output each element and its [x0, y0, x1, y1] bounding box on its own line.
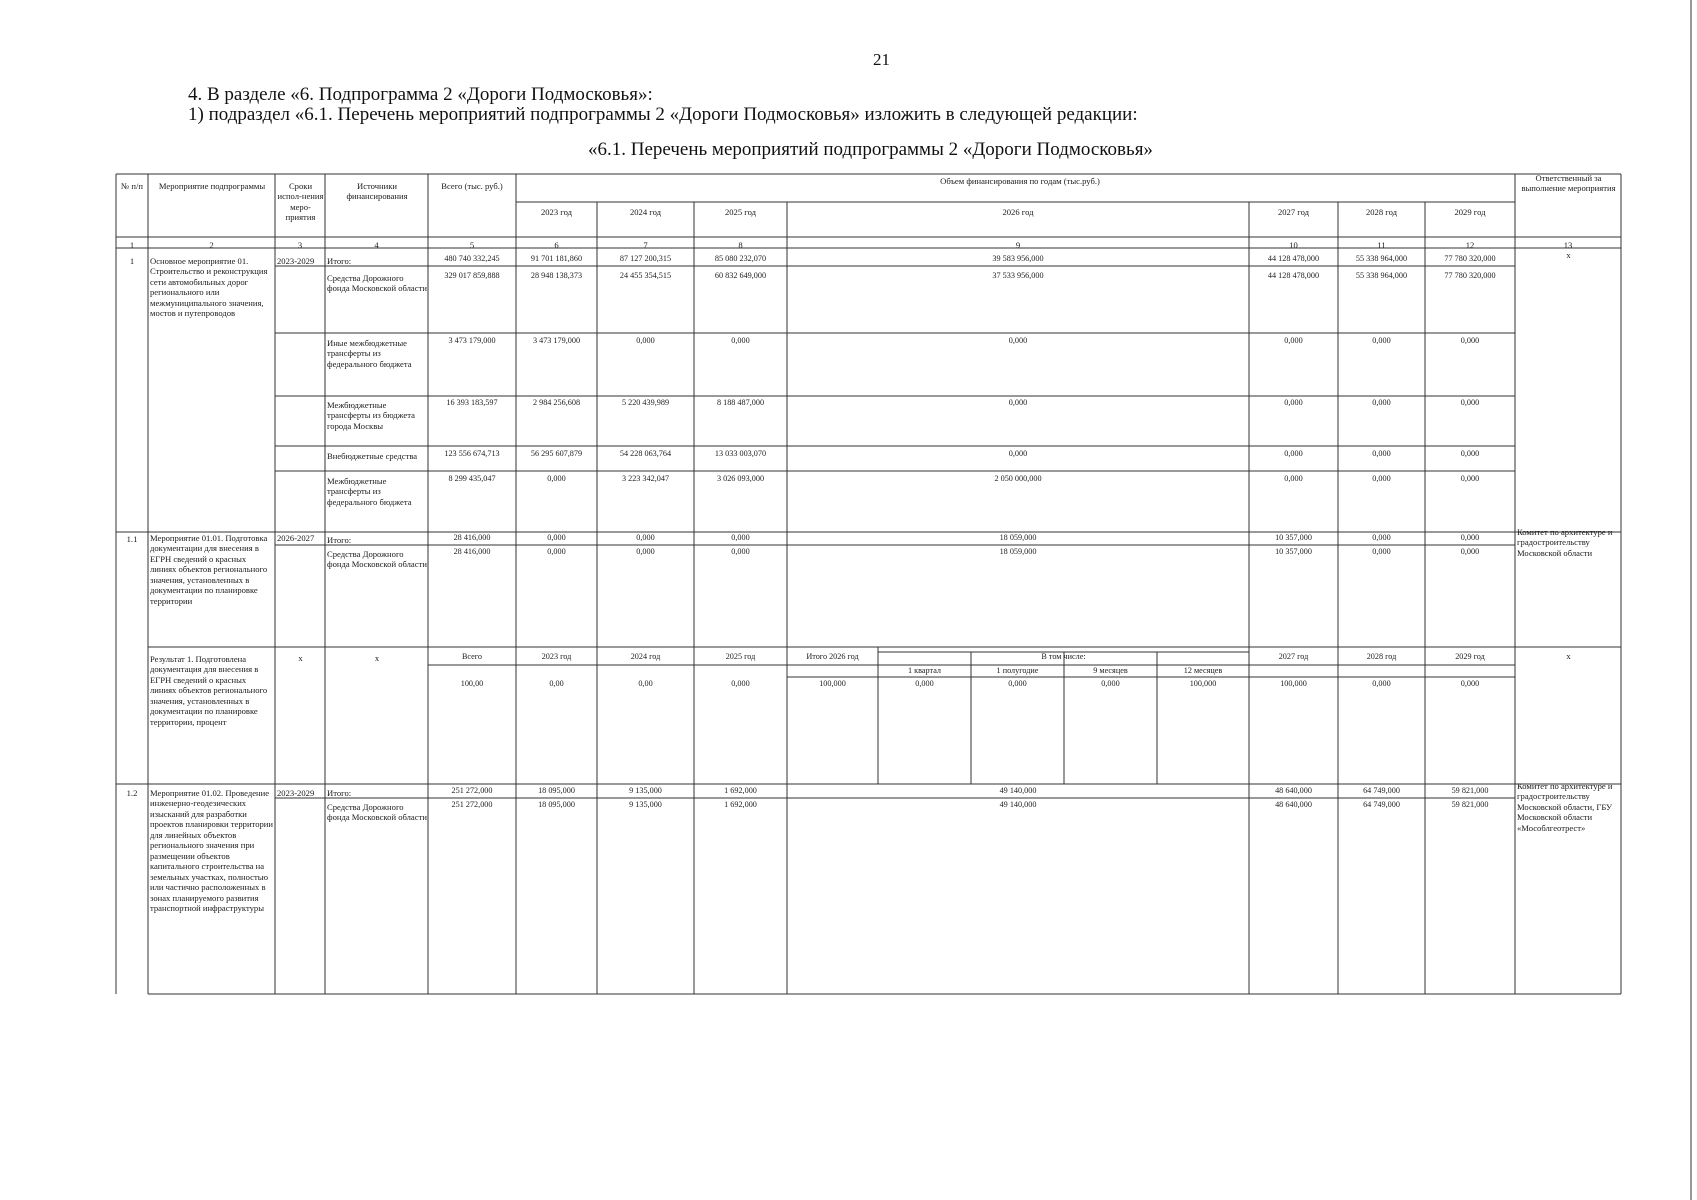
result-value: 100,00: [460, 679, 484, 688]
source-value: 0,000: [1284, 449, 1303, 458]
source-value: 60 832 649,000: [714, 271, 767, 280]
source-value: 77 780 320,000: [1444, 254, 1496, 263]
source-value: 18 095,000: [538, 800, 575, 809]
source-value: 251 272,000: [451, 786, 493, 795]
source-value: 77 780 320,000: [1444, 271, 1496, 280]
source-value: 5 220 439,989: [621, 398, 670, 407]
source-value: 480 740 332,245: [444, 254, 500, 263]
source-value: 329 017 859,888: [444, 271, 500, 280]
source-value: 0,000: [1284, 398, 1303, 407]
result-quarter: 12 месяцев: [1183, 666, 1223, 675]
header-year: 2025 год: [724, 207, 757, 217]
header-total: Всего (тыс. руб.): [441, 181, 503, 191]
source-value: 64 749,000: [1363, 800, 1400, 809]
source-value: 0,000: [547, 474, 566, 483]
result-sources: х: [374, 653, 380, 663]
source-value: 16 393 183,597: [446, 398, 498, 407]
source-name: Иные межбюджетные трансферты из федерального бюджета: [327, 338, 412, 369]
column-number: 7: [643, 240, 648, 250]
column-number: 12: [1465, 240, 1475, 250]
source-value: 0,000: [1284, 336, 1303, 345]
source-value: 18 059,000: [999, 547, 1037, 556]
source-value: 56 295 607,879: [530, 449, 583, 458]
source-value: 44 128 478,000: [1267, 254, 1320, 263]
header-year: 2023 год: [540, 207, 573, 217]
row-event: Основное мероприятие 01. Строительство и реконструкция сети автомобильных дорог регионального или межмуниципального значения, мостов и путепроводов: [150, 256, 268, 319]
header-year: 2026 год: [1002, 207, 1034, 217]
result-header: 2025 год: [725, 652, 756, 661]
source-value: 0,000: [547, 533, 566, 542]
intro-line-1: 4. В разделе «6. Подпрограмма 2 «Дороги Подмосковья»:: [188, 84, 653, 105]
source-value: 37 533 956,000: [992, 271, 1044, 280]
source-value: 0,000: [1460, 336, 1480, 345]
row-number: 1.2: [126, 788, 138, 798]
source-name: Межбюджетные трансферты из бюджета города Москвы: [327, 400, 415, 431]
source-value: 3 473 179,000: [448, 336, 496, 345]
source-value: 49 140,000: [999, 786, 1037, 795]
header-year: 2024 год: [629, 207, 662, 217]
result-header: 2028 год: [1366, 652, 1397, 661]
table-title: «6.1. Перечень мероприятий подпрограммы 2 «Дороги Подмосковья»: [588, 139, 1153, 160]
header-terms: Сроки испол-нения меро-приятия: [277, 181, 324, 223]
header-sources: Источники финансирования: [346, 181, 408, 202]
source-name: Средства Дорожного фонда Московской области: [327, 549, 427, 570]
source-value: 87 127 200,315: [619, 254, 672, 263]
column-number: 9: [1015, 240, 1021, 250]
source-value: 28 416,000: [453, 533, 491, 542]
page-edge-mark: [1690, 0, 1692, 1200]
source-value: 48 640,000: [1275, 786, 1312, 795]
source-value: 2 984 256,608: [532, 398, 581, 407]
source-value: 10 357,000: [1275, 547, 1312, 556]
header-year: 2029 год: [1454, 207, 1486, 217]
source-value: 8 188 487,000: [716, 398, 765, 407]
result-value: 0,00: [638, 679, 653, 688]
source-name: Итого:: [327, 788, 352, 798]
source-value: 28 948 138,373: [530, 271, 583, 280]
source-value: 0,000: [1460, 449, 1480, 458]
source-name: Межбюджетные трансферты из федерального бюджета: [327, 476, 412, 507]
source-name: Средства Дорожного фонда Московской области: [327, 273, 427, 294]
column-number: 8: [738, 240, 743, 250]
source-value: 9 135,000: [629, 800, 662, 809]
source-value: 24 455 354,515: [619, 271, 672, 280]
result-value: 100,000: [1280, 679, 1307, 688]
source-value: 1 692,000: [724, 786, 757, 795]
result-value: 0,000: [731, 679, 750, 688]
column-number: 5: [469, 240, 475, 250]
result-terms: х: [298, 653, 303, 663]
source-value: 3 026 093,000: [716, 474, 765, 483]
column-number: 10: [1289, 240, 1298, 250]
source-name: Средства Дорожного фонда Московской области: [327, 802, 427, 823]
source-value: 54 228 063,764: [619, 449, 672, 458]
column-number: 1: [129, 240, 135, 250]
source-value: 123 556 674,713: [444, 449, 500, 458]
result-responsible: х: [1566, 651, 1571, 661]
result-value: 0,00: [549, 679, 564, 688]
column-number: 11: [1377, 240, 1386, 250]
source-name: Итого:: [327, 535, 352, 545]
result-value: 0,000: [915, 679, 934, 688]
result-value: 0,000: [1008, 679, 1027, 688]
source-value: 0,000: [547, 547, 566, 556]
source-value: 2 050 000,000: [994, 474, 1042, 483]
source-value: 9 135,000: [629, 786, 662, 795]
source-value: 0,000: [731, 533, 750, 542]
source-value: 8 299 435,047: [448, 474, 496, 483]
result-header: 2029 год: [1455, 652, 1485, 661]
column-number: 2: [209, 240, 214, 250]
source-value: 0,000: [636, 547, 655, 556]
source-value: 59 821,000: [1451, 786, 1489, 795]
source-value: 0,000: [636, 336, 655, 345]
row-terms: 2023-2029: [277, 256, 315, 266]
source-value: 0,000: [1372, 336, 1391, 345]
result-quarter: 1 квартал: [908, 666, 941, 675]
source-value: 85 080 232,070: [714, 254, 767, 263]
header-year: 2027 год: [1277, 207, 1310, 217]
header-responsible: Ответственный за выполнение мероприятия: [1521, 173, 1616, 194]
result-quarter: 9 месяцев: [1093, 666, 1128, 675]
source-value: 0,000: [636, 533, 655, 542]
result-value: 100,000: [1189, 679, 1217, 688]
source-value: 13 033 003,070: [714, 449, 767, 458]
column-number: 6: [554, 240, 559, 250]
source-value: 3 223 342,047: [621, 474, 670, 483]
source-name: Итого:: [327, 256, 352, 266]
result-value: 100,000: [819, 679, 846, 688]
header-volume: Объем финансирования по годам (тыс.руб.): [940, 176, 1100, 186]
row-event: Мероприятие 01.01. Подготовка документации для внесения в ЕГРН сведений о красных линиях объектов регионального значения, установленных в документации по планировке территории: [150, 533, 268, 606]
source-value: 0,000: [1460, 398, 1480, 407]
source-value: 0,000: [1284, 474, 1303, 483]
source-name: Внебюджетные средства: [327, 451, 418, 461]
result-header: 2024 год: [630, 652, 661, 661]
header-year: 2028 год: [1365, 207, 1398, 217]
source-value: 0,000: [731, 547, 750, 556]
row-responsible: х: [1566, 250, 1571, 260]
row-number: 1.1: [126, 534, 138, 544]
result-quarter: 1 полугодие: [996, 666, 1039, 675]
source-value: 0,000: [1460, 474, 1480, 483]
row-terms: 2026-2027: [277, 533, 315, 543]
intro-line-2: 1) подраздел «6.1. Перечень мероприятий подпрограммы 2 «Дороги Подмосковья» изложить в следующей редакции:: [188, 104, 1138, 125]
source-value: 48 640,000: [1275, 800, 1312, 809]
source-value: 18 059,000: [999, 533, 1037, 542]
result-header: 2023 год: [541, 652, 572, 661]
source-value: 1 692,000: [724, 800, 757, 809]
source-value: 0,000: [731, 336, 750, 345]
source-value: 0,000: [1372, 449, 1391, 458]
source-value: 0,000: [1372, 398, 1391, 407]
source-value: 55 338 964,000: [1355, 254, 1408, 263]
source-value: 64 749,000: [1363, 786, 1400, 795]
source-value: 0,000: [1008, 398, 1028, 407]
source-value: 55 338 964,000: [1355, 271, 1408, 280]
page-number: 21: [873, 50, 890, 69]
source-value: 0,000: [1008, 336, 1028, 345]
source-value: 91 701 181,860: [530, 254, 583, 263]
row-responsible: Комитет по архитектуре и градостроительству Московской области: [1517, 527, 1613, 558]
source-value: 59 821,000: [1451, 800, 1489, 809]
result-header: Итого 2026 год: [806, 652, 859, 661]
source-value: 39 583 956,000: [992, 254, 1044, 263]
source-value: 10 357,000: [1275, 533, 1312, 542]
source-value: 3 473 179,000: [532, 336, 581, 345]
source-value: 251 272,000: [451, 800, 493, 809]
source-value: 0,000: [1460, 533, 1480, 542]
source-value: 0,000: [1460, 547, 1480, 556]
source-value: 18 095,000: [538, 786, 575, 795]
column-number: 4: [374, 240, 379, 250]
source-value: 0,000: [1372, 533, 1391, 542]
result-incl: В том числе:: [1041, 652, 1086, 661]
source-value: 44 128 478,000: [1267, 271, 1320, 280]
row-number: 1: [129, 256, 135, 266]
result-header: Всего: [461, 652, 483, 661]
header-event: Мероприятие подпрограммы: [158, 181, 266, 191]
column-number: 13: [1563, 240, 1573, 250]
result-header: 2027 год: [1278, 652, 1309, 661]
result-value: 0,000: [1460, 679, 1480, 688]
header-npp: № п/п: [121, 181, 143, 191]
row-terms: 2023-2029: [277, 788, 315, 798]
source-value: 0,000: [1372, 547, 1391, 556]
column-number: 3: [297, 240, 303, 250]
result-value: 0,000: [1101, 679, 1120, 688]
result-text: Результат 1. Подготовлена документация для внесения в ЕГРН сведений о красных линиях объектов регионального значения, установленных в документации по планировке территории, процент: [150, 654, 268, 727]
result-value: 0,000: [1372, 679, 1391, 688]
source-value: 28 416,000: [453, 547, 491, 556]
source-value: 0,000: [1008, 449, 1028, 458]
source-value: 0,000: [1372, 474, 1391, 483]
source-value: 49 140,000: [999, 800, 1037, 809]
row-event: Мероприятие 01.02. Проведение инженерно-геодезических изысканий для разработки проектов планировки территории для линейных объектов регионального значения при размещении объектов капитального строительства на земельных участках, полностью или частично расположенных в зонах планируемого развития транспортной инфраструктуры: [150, 788, 273, 914]
row-responsible: Комитет по архитектуре и градостроительству Московской области, ГБУ Московской области «Мособлгеотрест»: [1517, 781, 1613, 833]
